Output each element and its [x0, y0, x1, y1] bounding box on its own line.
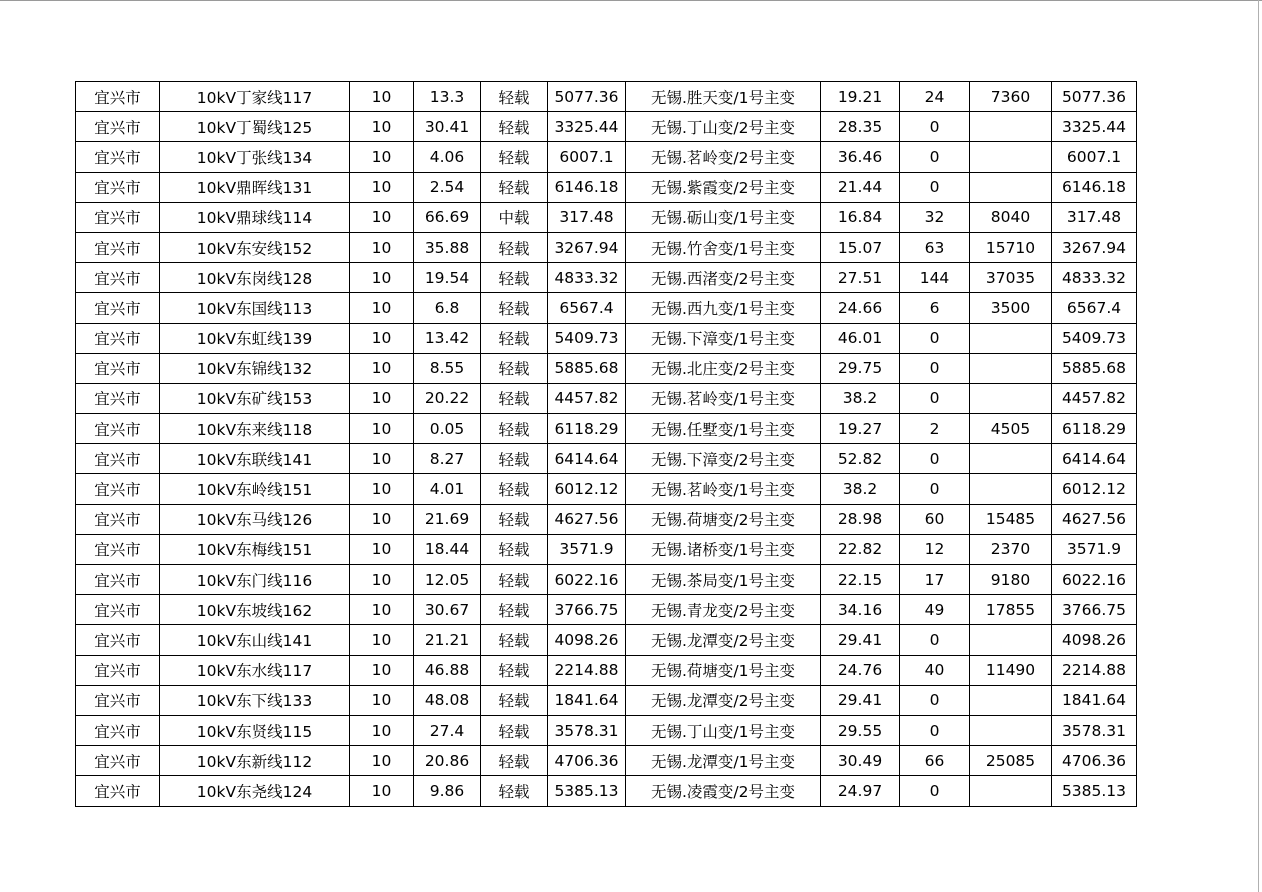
- amount-cell: [970, 776, 1052, 806]
- city-cell: 宜兴市: [76, 353, 160, 383]
- amount-cell: [970, 142, 1052, 172]
- transformer-load-cell: 15.07: [821, 232, 900, 262]
- voltage-cell: 10: [350, 323, 414, 353]
- load-status-cell: 轻载: [481, 353, 548, 383]
- amount-cell: 17855: [970, 595, 1052, 625]
- capacity-cell: 4457.82: [548, 383, 626, 413]
- transformer-cell: 无锡.丁山变/1号主变: [626, 715, 821, 745]
- amount-cell: 25085: [970, 746, 1052, 776]
- load-rate-cell: 19.54: [414, 263, 481, 293]
- capacity-cell: 3766.75: [548, 595, 626, 625]
- table-row: [76, 565, 1137, 595]
- city-cell: 宜兴市: [76, 414, 160, 444]
- load-rate-cell: 20.22: [414, 383, 481, 413]
- remaining-capacity-cell: 4706.36: [1052, 746, 1137, 776]
- transformer-load-cell: 29.41: [821, 685, 900, 715]
- voltage-cell: 10: [350, 202, 414, 232]
- transformer-cell: 无锡.西渚变/2号主变: [626, 263, 821, 293]
- transformer-cell: 无锡.龙潭变/2号主变: [626, 625, 821, 655]
- count-cell: 0: [900, 776, 970, 806]
- load-rate-cell: 6.8: [414, 293, 481, 323]
- count-cell: 6: [900, 293, 970, 323]
- transformer-load-cell: 19.21: [821, 82, 900, 112]
- capacity-cell: 4833.32: [548, 263, 626, 293]
- load-rate-cell: 30.67: [414, 595, 481, 625]
- city-cell: 宜兴市: [76, 263, 160, 293]
- remaining-capacity-cell: 2214.88: [1052, 655, 1137, 685]
- load-rate-cell: 21.69: [414, 504, 481, 534]
- count-cell: 17: [900, 565, 970, 595]
- capacity-cell: 6012.12: [548, 474, 626, 504]
- count-cell: 144: [900, 263, 970, 293]
- count-cell: 63: [900, 232, 970, 262]
- amount-cell: 7360: [970, 82, 1052, 112]
- load-status-cell: 轻载: [481, 293, 548, 323]
- feeder-load-table: [75, 81, 1137, 807]
- city-cell: 宜兴市: [76, 383, 160, 413]
- feeder-name-cell: 10kV东锦线132: [160, 353, 350, 383]
- load-status-cell: 轻载: [481, 746, 548, 776]
- amount-cell: 11490: [970, 655, 1052, 685]
- capacity-cell: 6146.18: [548, 172, 626, 202]
- load-rate-cell: 4.01: [414, 474, 481, 504]
- table-row: [76, 776, 1137, 806]
- city-cell: 宜兴市: [76, 776, 160, 806]
- amount-cell: [970, 474, 1052, 504]
- load-status-cell: 轻载: [481, 444, 548, 474]
- table-row: [76, 112, 1137, 142]
- load-status-cell: 轻载: [481, 655, 548, 685]
- transformer-cell: 无锡.茗岭变/1号主变: [626, 383, 821, 413]
- table-row: [76, 263, 1137, 293]
- voltage-cell: 10: [350, 625, 414, 655]
- voltage-cell: 10: [350, 685, 414, 715]
- table-row: [76, 655, 1137, 685]
- load-status-cell: 轻载: [481, 685, 548, 715]
- transformer-load-cell: 34.16: [821, 595, 900, 625]
- voltage-cell: 10: [350, 655, 414, 685]
- count-cell: 32: [900, 202, 970, 232]
- count-cell: 24: [900, 82, 970, 112]
- remaining-capacity-cell: 317.48: [1052, 202, 1137, 232]
- count-cell: 0: [900, 383, 970, 413]
- feeder-name-cell: 10kV东梅线151: [160, 534, 350, 564]
- load-rate-cell: 48.08: [414, 685, 481, 715]
- count-cell: 0: [900, 685, 970, 715]
- table-row: [76, 534, 1137, 564]
- count-cell: 0: [900, 172, 970, 202]
- feeder-name-cell: 10kV东马线126: [160, 504, 350, 534]
- amount-cell: 9180: [970, 565, 1052, 595]
- transformer-load-cell: 29.75: [821, 353, 900, 383]
- feeder-name-cell: 10kV东安线152: [160, 232, 350, 262]
- transformer-load-cell: 19.27: [821, 414, 900, 444]
- load-status-cell: 中载: [481, 202, 548, 232]
- transformer-cell: 无锡.下漳变/2号主变: [626, 444, 821, 474]
- table-row: [76, 685, 1137, 715]
- transformer-cell: 无锡.竹舍变/1号主变: [626, 232, 821, 262]
- capacity-cell: 317.48: [548, 202, 626, 232]
- city-cell: 宜兴市: [76, 172, 160, 202]
- transformer-load-cell: 24.97: [821, 776, 900, 806]
- voltage-cell: 10: [350, 776, 414, 806]
- load-status-cell: 轻载: [481, 474, 548, 504]
- feeder-name-cell: 10kV东新线112: [160, 746, 350, 776]
- voltage-cell: 10: [350, 746, 414, 776]
- table-row: [76, 142, 1137, 172]
- load-rate-cell: 35.88: [414, 232, 481, 262]
- capacity-cell: 3578.31: [548, 715, 626, 745]
- feeder-name-cell: 10kV东水线117: [160, 655, 350, 685]
- load-status-cell: 轻载: [481, 565, 548, 595]
- load-rate-cell: 13.42: [414, 323, 481, 353]
- table-row: [76, 625, 1137, 655]
- table-row: [76, 383, 1137, 413]
- load-status-cell: 轻载: [481, 625, 548, 655]
- load-rate-cell: 2.54: [414, 172, 481, 202]
- remaining-capacity-cell: 6146.18: [1052, 172, 1137, 202]
- capacity-cell: 4627.56: [548, 504, 626, 534]
- amount-cell: [970, 625, 1052, 655]
- city-cell: 宜兴市: [76, 685, 160, 715]
- amount-cell: 15485: [970, 504, 1052, 534]
- count-cell: 0: [900, 715, 970, 745]
- remaining-capacity-cell: 5409.73: [1052, 323, 1137, 353]
- transformer-load-cell: 29.55: [821, 715, 900, 745]
- feeder-name-cell: 10kV丁蜀线125: [160, 112, 350, 142]
- city-cell: 宜兴市: [76, 504, 160, 534]
- city-cell: 宜兴市: [76, 746, 160, 776]
- feeder-name-cell: 10kV东矿线153: [160, 383, 350, 413]
- capacity-cell: 3325.44: [548, 112, 626, 142]
- feeder-name-cell: 10kV丁张线134: [160, 142, 350, 172]
- amount-cell: [970, 444, 1052, 474]
- amount-cell: [970, 112, 1052, 142]
- voltage-cell: 10: [350, 565, 414, 595]
- table-row: [76, 172, 1137, 202]
- count-cell: 0: [900, 142, 970, 172]
- capacity-cell: 3267.94: [548, 232, 626, 262]
- voltage-cell: 10: [350, 232, 414, 262]
- transformer-cell: 无锡.胜天变/1号主变: [626, 82, 821, 112]
- voltage-cell: 10: [350, 383, 414, 413]
- feeder-name-cell: 10kV鼎球线114: [160, 202, 350, 232]
- voltage-cell: 10: [350, 414, 414, 444]
- capacity-cell: 5385.13: [548, 776, 626, 806]
- table-row: [76, 353, 1137, 383]
- voltage-cell: 10: [350, 293, 414, 323]
- capacity-cell: 6567.4: [548, 293, 626, 323]
- load-status-cell: 轻载: [481, 595, 548, 625]
- city-cell: 宜兴市: [76, 323, 160, 353]
- voltage-cell: 10: [350, 534, 414, 564]
- table-row: [76, 323, 1137, 353]
- remaining-capacity-cell: 4833.32: [1052, 263, 1137, 293]
- transformer-load-cell: 29.41: [821, 625, 900, 655]
- transformer-cell: 无锡.诸桥变/1号主变: [626, 534, 821, 564]
- table-row: [76, 595, 1137, 625]
- capacity-cell: 5409.73: [548, 323, 626, 353]
- load-status-cell: 轻载: [481, 715, 548, 745]
- transformer-cell: 无锡.茶局变/1号主变: [626, 565, 821, 595]
- load-status-cell: 轻载: [481, 112, 548, 142]
- feeder-name-cell: 10kV东门线116: [160, 565, 350, 595]
- capacity-cell: 2214.88: [548, 655, 626, 685]
- remaining-capacity-cell: 6414.64: [1052, 444, 1137, 474]
- remaining-capacity-cell: 3267.94: [1052, 232, 1137, 262]
- load-rate-cell: 13.3: [414, 82, 481, 112]
- count-cell: 60: [900, 504, 970, 534]
- amount-cell: [970, 383, 1052, 413]
- load-rate-cell: 8.27: [414, 444, 481, 474]
- count-cell: 12: [900, 534, 970, 564]
- table-row: [76, 414, 1137, 444]
- city-cell: 宜兴市: [76, 142, 160, 172]
- load-status-cell: 轻载: [481, 82, 548, 112]
- transformer-cell: 无锡.紫霞变/2号主变: [626, 172, 821, 202]
- count-cell: 0: [900, 323, 970, 353]
- transformer-cell: 无锡.任墅变/1号主变: [626, 414, 821, 444]
- count-cell: 40: [900, 655, 970, 685]
- count-cell: 0: [900, 625, 970, 655]
- remaining-capacity-cell: 3766.75: [1052, 595, 1137, 625]
- city-cell: 宜兴市: [76, 534, 160, 564]
- feeder-name-cell: 10kV东下线133: [160, 685, 350, 715]
- transformer-load-cell: 28.98: [821, 504, 900, 534]
- load-rate-cell: 0.05: [414, 414, 481, 444]
- transformer-load-cell: 22.15: [821, 565, 900, 595]
- feeder-name-cell: 10kV东联线141: [160, 444, 350, 474]
- transformer-cell: 无锡.龙潭变/2号主变: [626, 685, 821, 715]
- transformer-load-cell: 30.49: [821, 746, 900, 776]
- transformer-load-cell: 38.2: [821, 383, 900, 413]
- amount-cell: 4505: [970, 414, 1052, 444]
- city-cell: 宜兴市: [76, 202, 160, 232]
- amount-cell: 15710: [970, 232, 1052, 262]
- remaining-capacity-cell: 3571.9: [1052, 534, 1137, 564]
- transformer-load-cell: 46.01: [821, 323, 900, 353]
- load-rate-cell: 20.86: [414, 746, 481, 776]
- capacity-cell: 1841.64: [548, 685, 626, 715]
- remaining-capacity-cell: 6567.4: [1052, 293, 1137, 323]
- table-body: [76, 82, 1137, 807]
- transformer-load-cell: 21.44: [821, 172, 900, 202]
- transformer-cell: 无锡.北庄变/2号主变: [626, 353, 821, 383]
- amount-cell: 37035: [970, 263, 1052, 293]
- count-cell: 49: [900, 595, 970, 625]
- load-rate-cell: 21.21: [414, 625, 481, 655]
- remaining-capacity-cell: 4627.56: [1052, 504, 1137, 534]
- city-cell: 宜兴市: [76, 715, 160, 745]
- count-cell: 0: [900, 353, 970, 383]
- capacity-cell: 4098.26: [548, 625, 626, 655]
- transformer-load-cell: 24.66: [821, 293, 900, 323]
- feeder-name-cell: 10kV东尧线124: [160, 776, 350, 806]
- feeder-name-cell: 10kV东岭线151: [160, 474, 350, 504]
- voltage-cell: 10: [350, 444, 414, 474]
- load-status-cell: 轻载: [481, 776, 548, 806]
- load-status-cell: 轻载: [481, 172, 548, 202]
- capacity-cell: 6007.1: [548, 142, 626, 172]
- table-row: [76, 82, 1137, 112]
- voltage-cell: 10: [350, 82, 414, 112]
- transformer-cell: 无锡.茗岭变/2号主变: [626, 142, 821, 172]
- capacity-cell: 6022.16: [548, 565, 626, 595]
- transformer-cell: 无锡.茗岭变/1号主变: [626, 474, 821, 504]
- feeder-name-cell: 10kV丁家线117: [160, 82, 350, 112]
- transformer-cell: 无锡.荷塘变/2号主变: [626, 504, 821, 534]
- load-rate-cell: 8.55: [414, 353, 481, 383]
- capacity-cell: 3571.9: [548, 534, 626, 564]
- remaining-capacity-cell: 6118.29: [1052, 414, 1137, 444]
- transformer-cell: 无锡.荷塘变/1号主变: [626, 655, 821, 685]
- amount-cell: 8040: [970, 202, 1052, 232]
- voltage-cell: 10: [350, 112, 414, 142]
- transformer-load-cell: 36.46: [821, 142, 900, 172]
- amount-cell: [970, 685, 1052, 715]
- transformer-cell: 无锡.龙潭变/1号主变: [626, 746, 821, 776]
- count-cell: 0: [900, 112, 970, 142]
- page-right-border: [1258, 0, 1259, 892]
- transformer-cell: 无锡.下漳变/1号主变: [626, 323, 821, 353]
- voltage-cell: 10: [350, 142, 414, 172]
- feeder-name-cell: 10kV东贤线115: [160, 715, 350, 745]
- city-cell: 宜兴市: [76, 293, 160, 323]
- count-cell: 2: [900, 414, 970, 444]
- voltage-cell: 10: [350, 263, 414, 293]
- voltage-cell: 10: [350, 474, 414, 504]
- remaining-capacity-cell: 4457.82: [1052, 383, 1137, 413]
- transformer-cell: 无锡.西九变/1号主变: [626, 293, 821, 323]
- remaining-capacity-cell: 3578.31: [1052, 715, 1137, 745]
- city-cell: 宜兴市: [76, 112, 160, 142]
- load-status-cell: 轻载: [481, 504, 548, 534]
- city-cell: 宜兴市: [76, 232, 160, 262]
- remaining-capacity-cell: 5885.68: [1052, 353, 1137, 383]
- transformer-load-cell: 27.51: [821, 263, 900, 293]
- feeder-name-cell: 10kV鼎晖线131: [160, 172, 350, 202]
- load-status-cell: 轻载: [481, 263, 548, 293]
- voltage-cell: 10: [350, 353, 414, 383]
- city-cell: 宜兴市: [76, 82, 160, 112]
- transformer-load-cell: 28.35: [821, 112, 900, 142]
- load-rate-cell: 12.05: [414, 565, 481, 595]
- load-status-cell: 轻载: [481, 414, 548, 444]
- transformer-load-cell: 16.84: [821, 202, 900, 232]
- remaining-capacity-cell: 6022.16: [1052, 565, 1137, 595]
- city-cell: 宜兴市: [76, 625, 160, 655]
- load-rate-cell: 18.44: [414, 534, 481, 564]
- transformer-load-cell: 22.82: [821, 534, 900, 564]
- feeder-name-cell: 10kV东岗线128: [160, 263, 350, 293]
- feeder-name-cell: 10kV东国线113: [160, 293, 350, 323]
- load-status-cell: 轻载: [481, 142, 548, 172]
- capacity-cell: 5077.36: [548, 82, 626, 112]
- city-cell: 宜兴市: [76, 444, 160, 474]
- table-row: [76, 293, 1137, 323]
- city-cell: 宜兴市: [76, 474, 160, 504]
- capacity-cell: 6414.64: [548, 444, 626, 474]
- amount-cell: [970, 323, 1052, 353]
- table-row: [76, 232, 1137, 262]
- transformer-cell: 无锡.青龙变/2号主变: [626, 595, 821, 625]
- table-row: [76, 746, 1137, 776]
- table-row: [76, 504, 1137, 534]
- remaining-capacity-cell: 6012.12: [1052, 474, 1137, 504]
- transformer-cell: 无锡.砺山变/1号主变: [626, 202, 821, 232]
- remaining-capacity-cell: 3325.44: [1052, 112, 1137, 142]
- load-rate-cell: 27.4: [414, 715, 481, 745]
- transformer-load-cell: 24.76: [821, 655, 900, 685]
- table-row: [76, 202, 1137, 232]
- count-cell: 66: [900, 746, 970, 776]
- load-rate-cell: 46.88: [414, 655, 481, 685]
- load-status-cell: 轻载: [481, 323, 548, 353]
- capacity-cell: 6118.29: [548, 414, 626, 444]
- feeder-name-cell: 10kV东来线118: [160, 414, 350, 444]
- amount-cell: 2370: [970, 534, 1052, 564]
- remaining-capacity-cell: 6007.1: [1052, 142, 1137, 172]
- voltage-cell: 10: [350, 595, 414, 625]
- transformer-load-cell: 52.82: [821, 444, 900, 474]
- amount-cell: 3500: [970, 293, 1052, 323]
- city-cell: 宜兴市: [76, 565, 160, 595]
- table-row: [76, 474, 1137, 504]
- page-top-border: [0, 0, 1262, 1]
- remaining-capacity-cell: 5077.36: [1052, 82, 1137, 112]
- remaining-capacity-cell: 5385.13: [1052, 776, 1137, 806]
- amount-cell: [970, 353, 1052, 383]
- voltage-cell: 10: [350, 172, 414, 202]
- city-cell: 宜兴市: [76, 595, 160, 625]
- remaining-capacity-cell: 4098.26: [1052, 625, 1137, 655]
- load-status-cell: 轻载: [481, 232, 548, 262]
- voltage-cell: 10: [350, 715, 414, 745]
- load-rate-cell: 30.41: [414, 112, 481, 142]
- count-cell: 0: [900, 444, 970, 474]
- table-row: [76, 444, 1137, 474]
- feeder-name-cell: 10kV东虹线139: [160, 323, 350, 353]
- capacity-cell: 4706.36: [548, 746, 626, 776]
- amount-cell: [970, 715, 1052, 745]
- feeder-name-cell: 10kV东坡线162: [160, 595, 350, 625]
- transformer-cell: 无锡.凌霞变/2号主变: [626, 776, 821, 806]
- amount-cell: [970, 172, 1052, 202]
- table-row: [76, 715, 1137, 745]
- load-status-cell: 轻载: [481, 534, 548, 564]
- load-rate-cell: 66.69: [414, 202, 481, 232]
- transformer-load-cell: 38.2: [821, 474, 900, 504]
- load-rate-cell: 9.86: [414, 776, 481, 806]
- voltage-cell: 10: [350, 504, 414, 534]
- transformer-cell: 无锡.丁山变/2号主变: [626, 112, 821, 142]
- load-rate-cell: 4.06: [414, 142, 481, 172]
- remaining-capacity-cell: 1841.64: [1052, 685, 1137, 715]
- capacity-cell: 5885.68: [548, 353, 626, 383]
- feeder-name-cell: 10kV东山线141: [160, 625, 350, 655]
- count-cell: 0: [900, 474, 970, 504]
- load-status-cell: 轻载: [481, 383, 548, 413]
- city-cell: 宜兴市: [76, 655, 160, 685]
